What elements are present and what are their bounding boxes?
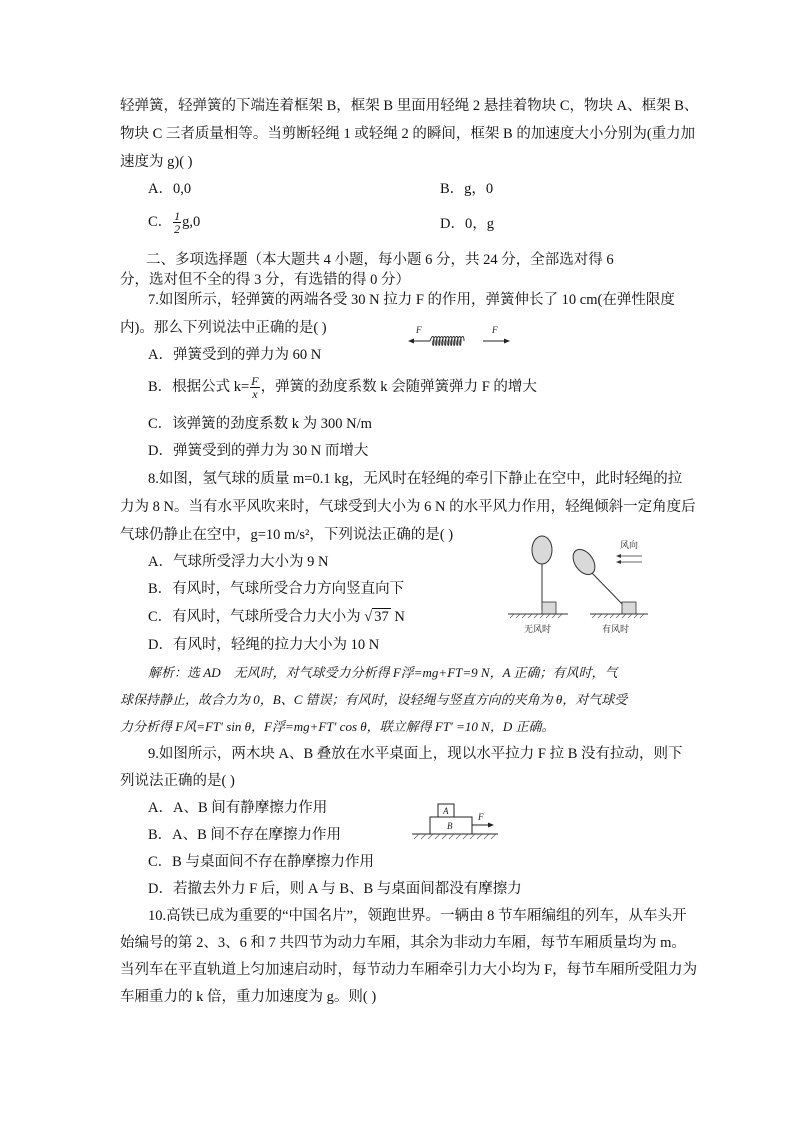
q9-option-d: D．若撤去外力 F 后，则 A 与 B、B 与桌面间都没有摩擦力: [148, 881, 522, 897]
label-no-wind: 无风时: [524, 625, 552, 635]
q8-option-a: A．气球所受浮力大小为 9 N: [148, 554, 329, 570]
q8-option-c-prefix: C．有风时，气球所受合力大小为: [148, 609, 365, 625]
q8-option-c-suffix: N: [390, 609, 405, 625]
q7-spring-figure: [408, 324, 510, 350]
block-b-label: B: [447, 821, 453, 831]
q6-option-c-denominator: 2: [174, 222, 181, 236]
q6-option-c: [148, 210, 200, 235]
q6-stem-line-1: 轻弹簧，轻弹簧的下端连着框架 B，框架 B 里面用轻绳 2 悬挂着物块 C，物块 A、框架 B、: [120, 98, 699, 114]
q6-option-a: A．0,0: [148, 181, 192, 197]
spring-right-arrowhead: [504, 339, 510, 344]
section-2-heading-line-1: 二、多项选择题（本大题共 4 小题，每小题 6 分，共 24 分，全部选对得 6: [146, 252, 614, 268]
block-a-label: A: [443, 806, 449, 816]
q6-option-c-fraction: [173, 210, 181, 235]
q8-stem-line-1: 8.如图，氢气球的质量 m=0.1 kg，无风时在轻绳的牵引下静止在空中，此时轻绳的拉: [148, 471, 683, 487]
q8-solution-line-1: 解析：选 AD 无风时，对气球受力分析得 F浮=mg+FT=9 N，A 正确；有风时，气: [148, 665, 618, 680]
q7-stem-line-1: 7.如图所示，轻弹簧的两端各受 30 N 拉力 F 的作用，弹簧伸长了 10 cm(在弹性限度: [148, 292, 675, 308]
q9-stem-line-1: 9.如图所示，两木块 A、B 叠放在水平桌面上，现以水平拉力 F 拉 B 没有拉动，则下: [148, 746, 683, 762]
q7-option-b-fraction: [250, 375, 259, 400]
spring-left-force-label: F: [416, 325, 422, 335]
q7-stem-line-2: 内)。那么下列说法中正确的是( ): [120, 320, 327, 336]
ground-hatch-no-wind: [510, 614, 562, 618]
q6-stem-line-2: 物块 C 三者质量相等。当剪断轻绳 1 或轻绳 2 的瞬间，框架 B 的加速度大小分别为(重力加: [120, 126, 696, 142]
q10-stem-line-2: 始编号的第 2、3、6 和 7 共四节为动力车厢，其余为非动力车厢，每节车厢质量均为 m。: [120, 935, 686, 951]
q7-option-b-suffix: ，弹簧的劲度系数 k 会随弹簧弹力 F 的增大: [260, 378, 537, 395]
ground-hatch-with-wind: [592, 614, 644, 618]
q8-stem-line-3: 气球仍静止在空中，g=10 m/s²，下列说法正确的是( ): [120, 527, 454, 543]
q10-stem-line-4: 车厢重力的 k 倍，重力加速度为 g。则( ): [120, 989, 377, 1005]
q7-option-b-prefix: B．根据公式 k=: [148, 378, 250, 395]
q7-option-b: [148, 375, 537, 400]
label-wind-direction: 风向: [620, 541, 639, 551]
q8-option-b: B．有风时，气球所受合力方向竖直向下: [148, 581, 405, 597]
q8-option-c-sqrt: √ 37: [364, 609, 389, 625]
q6-option-c-prefix: C．: [148, 213, 173, 230]
q9-blocks-figure: [410, 802, 502, 844]
q10-stem-line-3: 当列车在平直轨道上匀加速启动时，每节动力车厢牵引力大小均为 F，每节车厢所受阻力为: [120, 962, 698, 978]
q7-option-b-denominator: x: [252, 387, 258, 401]
q6-option-c-numerator: 1: [174, 209, 181, 223]
q9-stem-line-2: 列说法正确的是( ): [120, 773, 235, 789]
pull-force-label: F: [478, 812, 484, 822]
q8-stem-line-2: 力为 8 N。当有水平风吹来时，气球受到大小为 6 N 的水平风力作用，轻绳倾斜一定角度后: [120, 499, 696, 515]
anchor-block-no-wind: [542, 602, 556, 614]
q8-balloon-figure: [504, 532, 650, 636]
pull-force-arrowhead: [488, 823, 494, 828]
q9-option-c: C．B 与桌面间不存在静摩擦力作用: [148, 854, 374, 870]
spring-coil: [430, 337, 464, 346]
q6-option-b: B．g，0: [440, 181, 494, 197]
q8-option-c-radicand: 37: [374, 609, 389, 625]
balloon-with-wind: [569, 545, 600, 578]
q7-option-d: D．弹簧受到的弹力为 30 N 而增大: [148, 443, 369, 459]
q9-option-b: B．A、B 间不存在摩擦力作用: [148, 827, 341, 843]
q9-option-a: A．A、B 间有静摩擦力作用: [148, 800, 328, 816]
table-hatch: [414, 834, 496, 839]
spring-left-arrowhead: [408, 339, 414, 344]
q8-option-c: [148, 607, 405, 627]
wind-arrow-1-head: [616, 554, 621, 558]
q7-option-b-numerator: F: [251, 374, 259, 388]
q6-option-c-suffix: g,0: [182, 213, 201, 230]
section-2-heading-line-2: 分，选对但不全的得 3 分，有选错的得 0 分）: [120, 272, 410, 288]
q6-option-d: D．0，g: [440, 216, 494, 232]
q10-stem-line-1: 10.高铁已成为重要的“中国名片”，领跑世界。一辆由 8 节车厢编组的列车，从车头开: [148, 908, 687, 924]
q7-option-c: C．该弹簧的劲度系数 k 为 300 N/m: [148, 416, 372, 432]
wind-arrow-2-head: [616, 560, 621, 564]
q8-solution-line-3: 力分析得 F风=FT′ sin θ，F浮=mg+FT′ cos θ，联立解得 FT′ =10 N，D 正确。: [120, 719, 555, 734]
q8-solution-line-2: 球保持静止，故合力为 0，B、C 错误；有风时，设轻绳与竖直方向的夹角为 θ，对气球受: [120, 692, 628, 707]
label-with-wind: 有风时: [602, 625, 630, 635]
q8-option-d: D．有风时，轻绳的拉力大小为 10 N: [148, 637, 380, 653]
balloon-no-wind: [532, 536, 552, 564]
q6-stem-line-3: 速度为 g)( ): [120, 154, 193, 170]
q7-option-a: A．弹簧受到的弹力为 60 N: [148, 347, 322, 363]
anchor-block-with-wind: [622, 602, 636, 614]
rope-with-wind: [592, 573, 626, 608]
spring-right-force-label: F: [492, 325, 498, 335]
